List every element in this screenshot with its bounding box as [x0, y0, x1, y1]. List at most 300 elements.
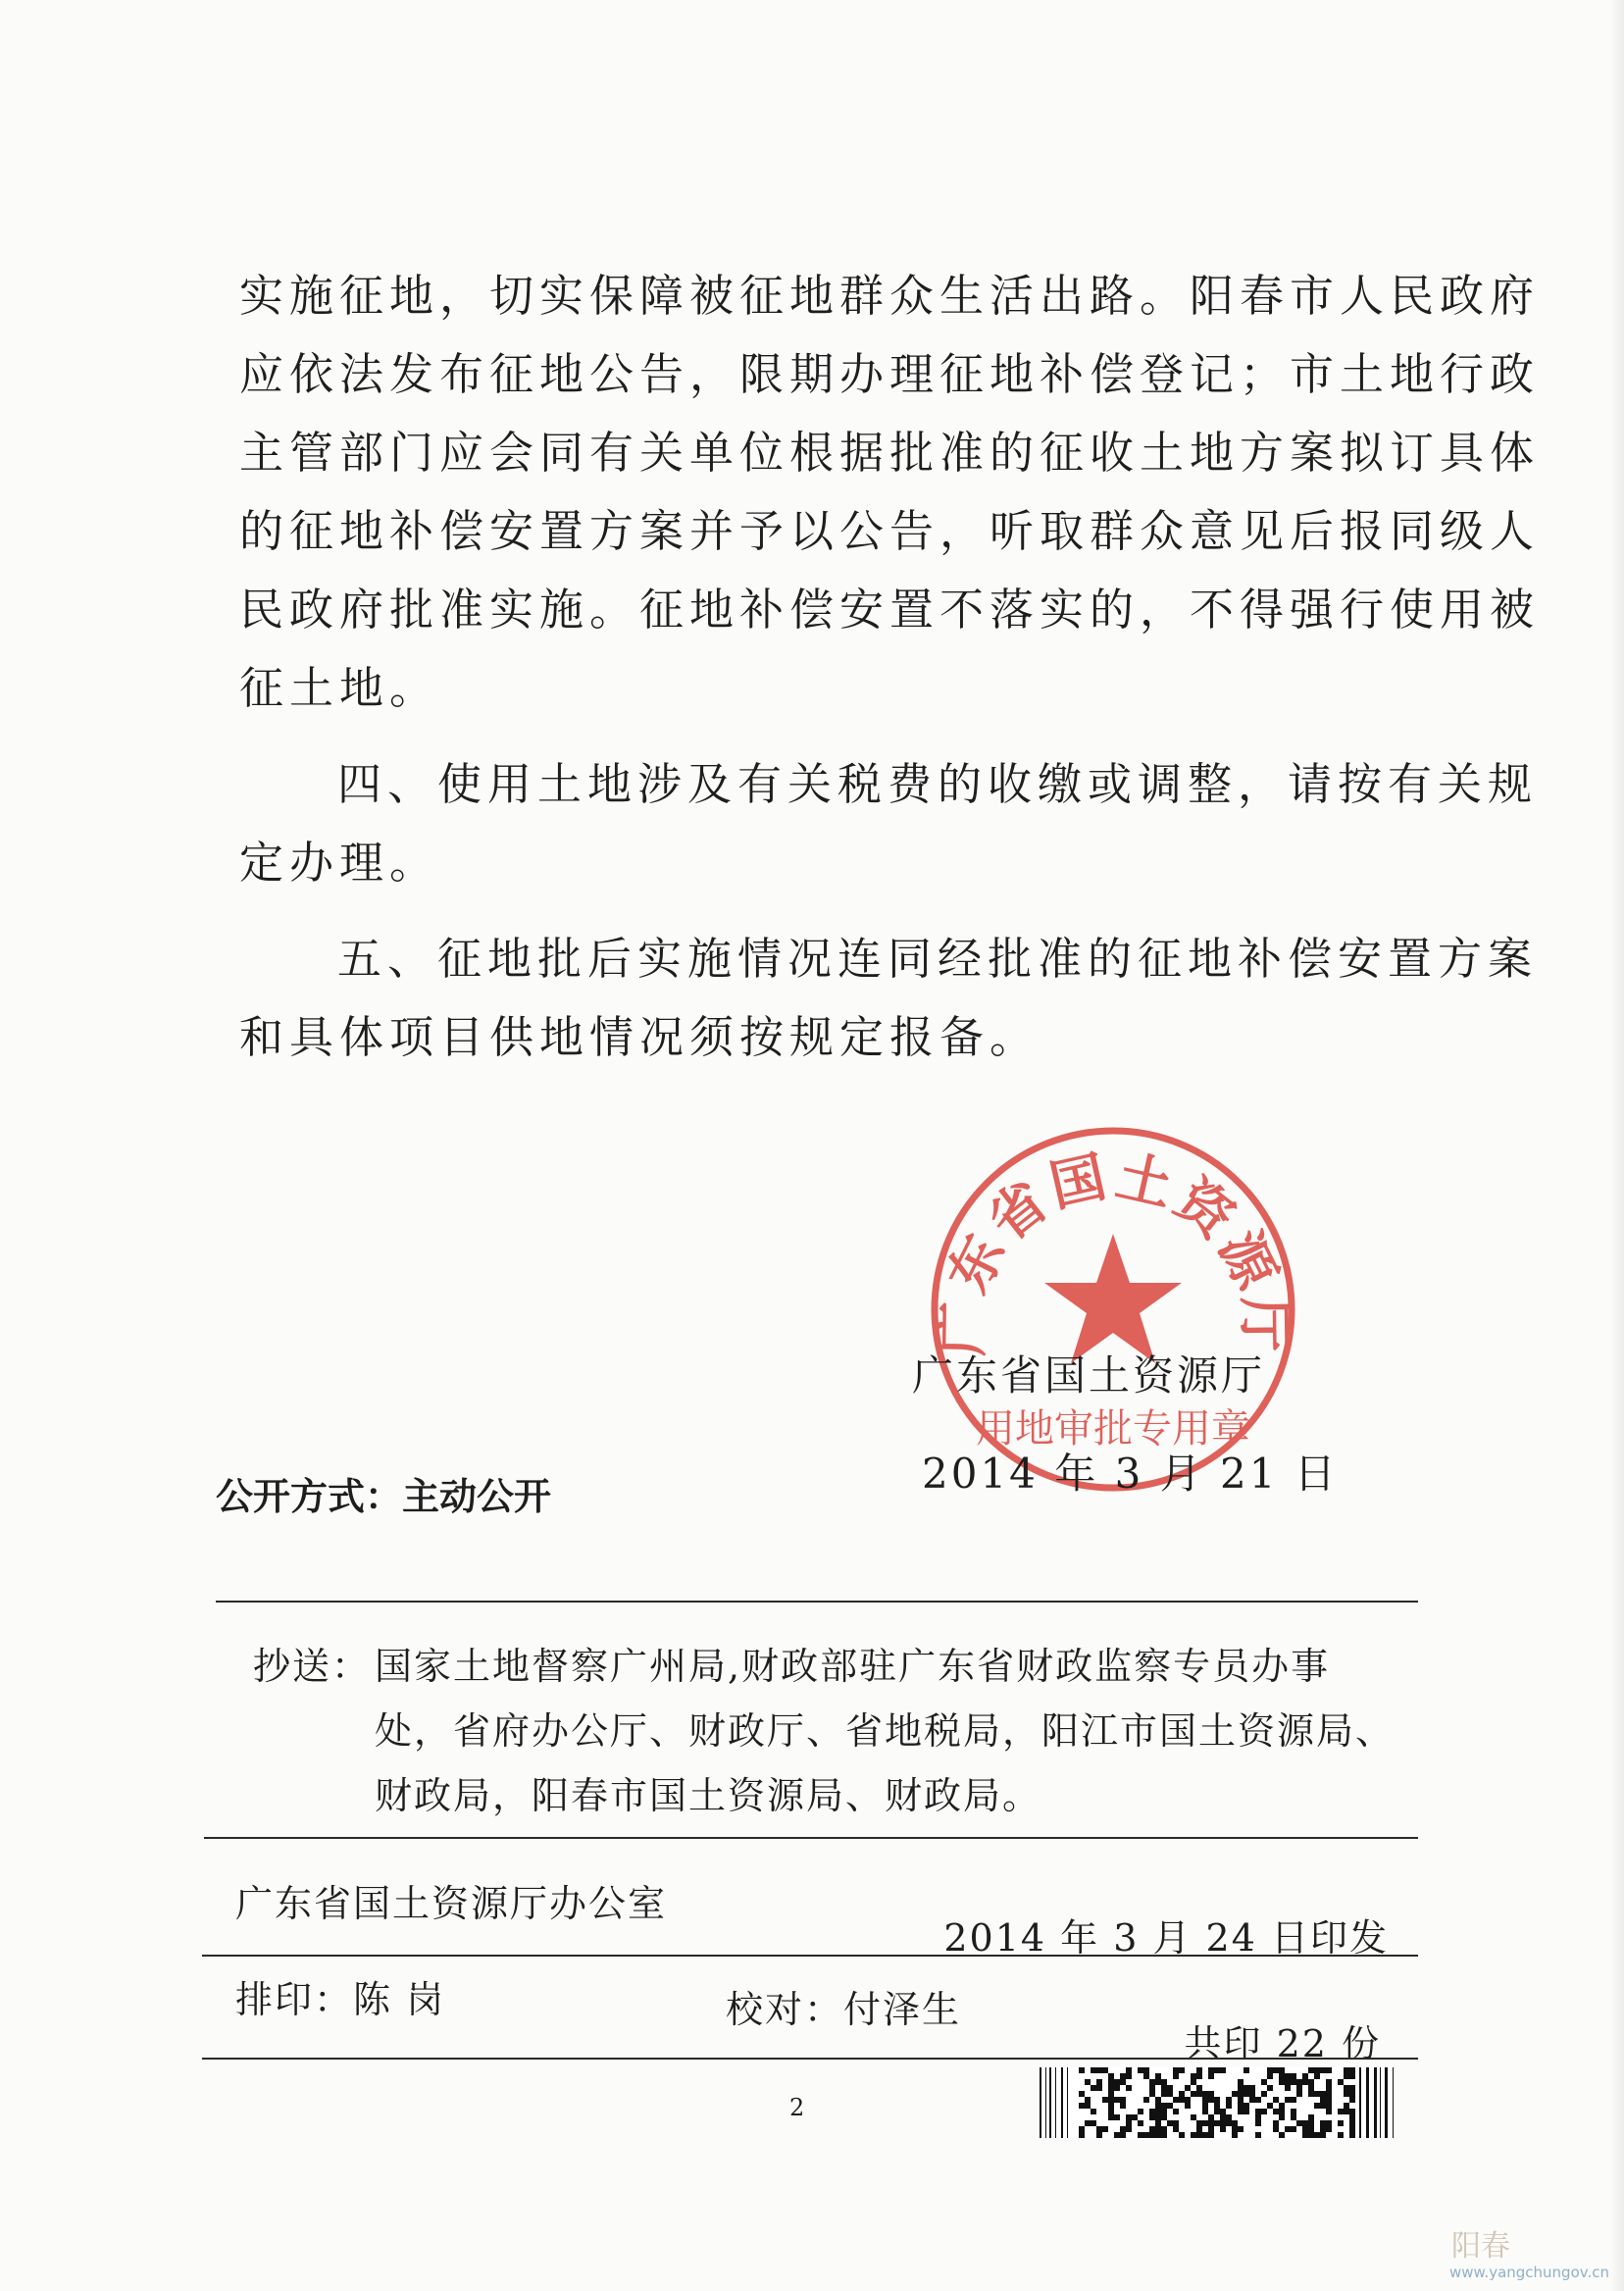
paragraph-gap — [239, 728, 1455, 745]
barcode-cell — [1255, 2120, 1261, 2126]
barcode-cell — [1179, 2091, 1185, 2097]
seal-inner-text: 用地审批专用章 — [976, 1406, 1250, 1451]
barcode-cell — [1314, 2091, 1320, 2097]
cc-line: 财政局，阳春市国土资源局、财政局。 — [375, 1774, 1042, 1817]
seal-ring-text: 广东省国土资源厅 — [929, 1143, 1297, 1357]
divider-top — [216, 1601, 1418, 1603]
barcode-cell — [1308, 2126, 1314, 2132]
barcode-cell — [1191, 2073, 1196, 2079]
barcode-cell — [1296, 2085, 1302, 2091]
barcode-cell — [1308, 2132, 1314, 2138]
barcode-cell — [1214, 2109, 1220, 2114]
barcode-cell — [1108, 2073, 1114, 2079]
barcode-cell — [1273, 2109, 1279, 2114]
barcode-cell — [1238, 2091, 1243, 2097]
barcode-cell — [1179, 2132, 1185, 2138]
barcode-cell — [1273, 2120, 1279, 2126]
barcode-cell — [1296, 2120, 1302, 2126]
barcode-cell — [1261, 2091, 1267, 2097]
barcode-cell — [1226, 2103, 1232, 2109]
barcode-cell — [1114, 2114, 1120, 2120]
barcode-cell — [1326, 2120, 1332, 2126]
barcode-cell — [1226, 2120, 1232, 2126]
barcode-cell — [1114, 2097, 1120, 2103]
barcode-cell — [1273, 2067, 1279, 2073]
cc-label: 抄送： — [253, 1645, 372, 1688]
barcode-cell — [1267, 2103, 1273, 2109]
barcode-cell — [1261, 2109, 1267, 2114]
barcode-cell — [1220, 2120, 1226, 2126]
divider-middle — [204, 1837, 1418, 1839]
barcode-cell — [1320, 2097, 1326, 2103]
barcode-cell — [1296, 2079, 1302, 2085]
barcode-cell — [1132, 2114, 1138, 2120]
barcode-cell — [1320, 2132, 1326, 2138]
barcode-cell — [1255, 2097, 1261, 2103]
signature-org: 广东省国土资源厅 — [912, 1351, 1266, 1400]
barcode-cell — [1155, 2109, 1161, 2114]
barcode-cell — [1326, 2091, 1332, 2097]
barcode-cell — [1155, 2126, 1161, 2132]
barcode-cell — [1208, 2067, 1214, 2073]
barcode-cell — [1326, 2079, 1332, 2085]
barcode-cell — [1202, 2120, 1208, 2126]
barcode-cell — [1314, 2073, 1320, 2079]
barcode-cell — [1267, 2067, 1273, 2073]
barcode-cell — [1220, 2067, 1226, 2073]
barcode-cell — [1167, 2120, 1173, 2126]
barcode-cell — [1185, 2097, 1191, 2103]
barcode-cell — [1308, 2091, 1314, 2097]
barcode-cell — [1273, 2126, 1279, 2132]
typeset-by: 排印：陈 岗 — [235, 1978, 446, 2021]
barcode-cell — [1126, 2085, 1132, 2091]
barcode-cell — [1308, 2067, 1314, 2073]
barcode-cell — [1191, 2114, 1196, 2120]
barcode-cell — [1167, 2103, 1173, 2109]
barcode-bar — [1049, 2067, 1051, 2138]
barcode-cell — [1344, 2073, 1349, 2079]
barcode-cell — [1138, 2132, 1143, 2138]
barcode-cell — [1291, 2073, 1296, 2079]
cc-recipients — [375, 1634, 1430, 1828]
barcode-cell — [1149, 2091, 1155, 2097]
barcode-cell — [1255, 2132, 1261, 2138]
barcode-cell — [1196, 2085, 1202, 2091]
barcode-cell — [1079, 2103, 1085, 2109]
barcode-cell — [1308, 2085, 1314, 2091]
barcode-cell — [1208, 2120, 1214, 2126]
barcode-cell — [1261, 2079, 1267, 2085]
barcode-cell — [1161, 2132, 1167, 2138]
barcode-cell — [1085, 2079, 1091, 2085]
barcode-cell — [1344, 2109, 1349, 2114]
barcode-cell — [1167, 2091, 1173, 2097]
signature-block — [912, 1327, 1339, 1523]
barcode-cell — [1091, 2109, 1096, 2114]
barcode-bar — [1040, 2067, 1041, 2138]
barcode-cell — [1291, 2079, 1296, 2085]
barcode-cell — [1285, 2079, 1291, 2085]
barcode-cell — [1161, 2114, 1167, 2120]
barcode-cell — [1308, 2120, 1314, 2126]
barcode-cell — [1302, 2073, 1308, 2079]
barcode-cell — [1314, 2132, 1320, 2138]
svg-text:www.yangchungov.cn: www.yangchungov.cn — [1449, 2264, 1609, 2281]
barcode-cell — [1349, 2120, 1355, 2126]
barcode-cell — [1173, 2126, 1179, 2132]
barcode-cell — [1079, 2126, 1085, 2132]
barcode-cell — [1291, 2126, 1296, 2132]
barcode-cell — [1349, 2097, 1355, 2103]
barcode-cell — [1120, 2079, 1126, 2085]
barcode-cell — [1232, 2132, 1238, 2138]
barcode-cell — [1143, 2073, 1149, 2079]
barcode-cell — [1196, 2091, 1202, 2097]
barcode-cell — [1296, 2091, 1302, 2097]
barcode-cell — [1149, 2109, 1155, 2114]
barcode-cell — [1285, 2085, 1291, 2091]
barcode-cell — [1279, 2073, 1285, 2079]
barcode-cell — [1349, 2067, 1355, 2073]
page-number: 2 — [789, 2094, 805, 2121]
barcode-cell — [1243, 2103, 1249, 2109]
barcode-cell — [1149, 2114, 1155, 2120]
barcode-cell — [1191, 2079, 1196, 2085]
barcode-cell — [1214, 2097, 1220, 2103]
barcode-cell — [1214, 2103, 1220, 2109]
barcode-cell — [1208, 2073, 1214, 2079]
barcode-cell — [1255, 2114, 1261, 2120]
barcode-cell — [1096, 2067, 1102, 2073]
paragraph-line: 主管部门应会同有关单位根据批准的征收土地方案拟订具体 — [239, 427, 1541, 479]
barcode-cell — [1344, 2103, 1349, 2109]
barcode-cell — [1161, 2109, 1167, 2114]
barcode-cell — [1232, 2126, 1238, 2132]
barcode-cell — [1349, 2091, 1355, 2097]
barcode-cell — [1161, 2126, 1167, 2132]
barcode-cell — [1273, 2097, 1279, 2103]
barcode-cell — [1161, 2079, 1167, 2085]
barcode-cell — [1302, 2126, 1308, 2132]
barcode-cell — [1173, 2097, 1179, 2103]
barcode-cell — [1108, 2114, 1114, 2120]
barcode-cell — [1196, 2126, 1202, 2132]
barcode-cell — [1326, 2103, 1332, 2109]
document-barcode — [1040, 2067, 1395, 2138]
barcode-cell — [1155, 2097, 1161, 2103]
barcode-cell — [1320, 2067, 1326, 2073]
barcode-cell — [1249, 2091, 1255, 2097]
barcode-cell — [1302, 2120, 1308, 2126]
barcode-cell — [1267, 2073, 1273, 2079]
barcode-cell — [1208, 2114, 1214, 2120]
barcode-cell — [1120, 2126, 1126, 2132]
barcode-bar — [1067, 2067, 1068, 2138]
barcode-cell — [1108, 2103, 1114, 2109]
site-watermark-logo — [1442, 2226, 1614, 2285]
barcode-cell — [1126, 2073, 1132, 2079]
barcode-cell — [1096, 2079, 1102, 2085]
barcode-cell — [1085, 2120, 1091, 2126]
paragraph — [239, 257, 1541, 728]
barcode-cell — [1173, 2067, 1179, 2073]
barcode-cell — [1161, 2085, 1167, 2091]
barcode-cell — [1096, 2132, 1102, 2138]
barcode-cell — [1173, 2120, 1179, 2126]
signature-date: 2014 年 3 月 21 日 — [922, 1450, 1339, 1498]
paragraph-line: 定办理。 — [239, 837, 440, 889]
barcode-bar — [1061, 2067, 1063, 2138]
barcode-cell — [1149, 2085, 1155, 2091]
barcode-cell — [1291, 2097, 1296, 2103]
barcode-cell — [1196, 2132, 1202, 2138]
barcode-cell — [1114, 2079, 1120, 2085]
barcode-cell — [1220, 2109, 1226, 2114]
barcode-cell — [1149, 2126, 1155, 2132]
barcode-cell — [1108, 2085, 1114, 2091]
barcode-cell — [1202, 2109, 1208, 2114]
barcode-cell — [1102, 2126, 1108, 2132]
barcode-cell — [1102, 2067, 1108, 2073]
cc-block — [253, 1634, 1430, 1828]
barcode-bar — [1380, 2067, 1381, 2138]
barcode-cell — [1120, 2097, 1126, 2103]
paragraph-line: 和具体项目供地情况须按规定报备。 — [239, 1011, 1040, 1063]
barcode-cell — [1126, 2120, 1132, 2126]
barcode-cell — [1243, 2109, 1249, 2114]
barcode-cell — [1338, 2132, 1344, 2138]
barcode-cell — [1143, 2097, 1149, 2103]
paragraph-line: 实施征地，切实保障被征地群众生活出路。阳春市人民政府 — [239, 270, 1541, 322]
barcode-cell — [1096, 2085, 1102, 2091]
barcode-cell — [1091, 2085, 1096, 2091]
barcode-cell — [1349, 2073, 1355, 2079]
barcode-cell — [1279, 2067, 1285, 2073]
barcode-cell — [1279, 2079, 1285, 2085]
barcode-cell — [1320, 2120, 1326, 2126]
barcode-cell — [1208, 2126, 1214, 2132]
barcode-cell — [1344, 2085, 1349, 2091]
barcode-cell — [1220, 2126, 1226, 2132]
barcode-bar — [1393, 2067, 1394, 2138]
barcode-cell — [1326, 2109, 1332, 2114]
paragraph-gap — [239, 902, 1455, 920]
barcode-cell — [1108, 2091, 1114, 2097]
barcode-cell — [1208, 2132, 1214, 2138]
barcode-cell — [1232, 2091, 1238, 2097]
barcode-cell — [1202, 2132, 1208, 2138]
barcode-cell — [1208, 2091, 1214, 2097]
barcode-cell — [1349, 2126, 1355, 2132]
barcode-cell — [1079, 2067, 1085, 2073]
page-edge-shadow — [1610, 0, 1624, 2291]
barcode-cell — [1344, 2067, 1349, 2073]
barcode-cell — [1208, 2097, 1214, 2103]
barcode-cell — [1308, 2114, 1314, 2120]
barcode-cell — [1120, 2103, 1126, 2109]
barcode-cell — [1096, 2126, 1102, 2132]
barcode-cell — [1320, 2103, 1326, 2109]
barcode-cell — [1196, 2073, 1202, 2079]
barcode-cell — [1079, 2091, 1085, 2097]
barcode-bar — [1374, 2067, 1377, 2138]
barcode-cell — [1149, 2132, 1155, 2138]
barcode-cell — [1155, 2114, 1161, 2120]
barcode-cell — [1114, 2132, 1120, 2138]
proofread-by: 校对：付泽生 — [726, 1988, 962, 2031]
barcode-cell — [1320, 2126, 1326, 2132]
barcode-cell — [1108, 2079, 1114, 2085]
barcode-cell — [1326, 2085, 1332, 2091]
barcode-cell — [1202, 2097, 1208, 2103]
barcode-cell — [1238, 2103, 1243, 2109]
barcode-cell — [1349, 2109, 1355, 2114]
barcode-cell — [1155, 2120, 1161, 2126]
barcode-cell — [1202, 2091, 1208, 2097]
barcode-cell — [1155, 2103, 1161, 2109]
barcode-cell — [1314, 2067, 1320, 2073]
cc-line: 国家土地督察广州局,财政部驻广东省财政监察专员办事 — [375, 1645, 1331, 1688]
barcode-cell — [1079, 2132, 1085, 2138]
barcode-cell — [1338, 2079, 1344, 2085]
barcode-cell — [1279, 2103, 1285, 2109]
cc-line: 处，省府办公厅、财政厅、省地税局，阳江市国土资源局、 — [375, 1709, 1396, 1753]
barcode-cell — [1161, 2103, 1167, 2109]
barcode-cell — [1349, 2132, 1355, 2138]
barcode-cell — [1279, 2114, 1285, 2120]
paragraph-line: 应依法发布征地公告，限期办理征地补偿登记；市土地行政 — [239, 348, 1541, 400]
body-text — [239, 257, 1541, 1077]
barcode-cell — [1349, 2114, 1355, 2120]
divider-lower — [202, 1955, 1418, 1957]
disclosure-method: 公开方式：主动公开 — [216, 1475, 552, 1518]
barcode-cell — [1126, 2126, 1132, 2132]
barcode-cell — [1214, 2067, 1220, 2073]
paragraph-line: 五、征地批后实施情况连同经批准的征地补偿安置方案 — [337, 933, 1539, 985]
paragraph — [239, 745, 1539, 902]
barcode-cell — [1326, 2097, 1332, 2103]
barcode-cell — [1279, 2132, 1285, 2138]
barcode-cell — [1255, 2109, 1261, 2114]
barcode-bar — [1045, 2067, 1046, 2138]
barcode-cell — [1320, 2091, 1326, 2097]
paragraph-line: 的征地补偿安置方案并予以公告，听取群众意见后报同级人 — [239, 505, 1541, 557]
barcode-cell — [1179, 2067, 1185, 2073]
barcode-cell — [1344, 2091, 1349, 2097]
barcode-cell — [1338, 2109, 1344, 2114]
barcode-cell — [1238, 2097, 1243, 2103]
issue-date: 2014 年 3 月 24 日印发 — [943, 1916, 1389, 1960]
barcode-cell — [1220, 2114, 1226, 2120]
barcode-cell — [1338, 2120, 1344, 2126]
barcode-cell — [1202, 2103, 1208, 2109]
barcode-cell — [1185, 2103, 1191, 2109]
barcode-cell — [1249, 2085, 1255, 2091]
barcode-cell — [1191, 2132, 1196, 2138]
barcode-cell — [1238, 2126, 1243, 2132]
barcode-cell — [1138, 2067, 1143, 2073]
barcode-cell — [1226, 2097, 1232, 2103]
barcode-cell — [1173, 2073, 1179, 2079]
barcode-cell — [1085, 2097, 1091, 2103]
copies-count: 共印 22 份 — [1184, 2022, 1381, 2065]
paragraph-line: 四、使用土地涉及有关税费的收缴或调整，请按有关规 — [337, 758, 1539, 810]
barcode-cell — [1179, 2097, 1185, 2103]
barcode-cell — [1291, 2109, 1296, 2114]
barcode-cell — [1143, 2067, 1149, 2073]
barcode-cell — [1308, 2079, 1314, 2085]
barcode-cell — [1279, 2109, 1285, 2114]
barcode-cell — [1085, 2103, 1091, 2109]
barcode-cell — [1285, 2073, 1291, 2079]
barcode-cell — [1114, 2085, 1120, 2091]
barcode-cell — [1173, 2109, 1179, 2114]
barcode-bar — [1359, 2067, 1361, 2138]
barcode-cell — [1226, 2114, 1232, 2120]
barcode-cell — [1302, 2132, 1308, 2138]
barcode-cell — [1191, 2091, 1196, 2097]
barcode-cell — [1167, 2085, 1173, 2091]
divider-bottom — [202, 2058, 1418, 2060]
barcode-cell — [1143, 2132, 1149, 2138]
paragraph-line: 征土地。 — [239, 662, 440, 714]
barcode-cell — [1285, 2126, 1291, 2132]
barcode-cell — [1120, 2132, 1126, 2138]
paragraph-line: 民政府批准实施。征地补偿安置不落实的，不得强行使用被 — [239, 584, 1541, 636]
barcode-cell — [1155, 2079, 1161, 2085]
barcode-cell — [1291, 2114, 1296, 2120]
barcode-cell — [1214, 2120, 1220, 2126]
barcode-cell — [1149, 2079, 1155, 2085]
barcode-bar — [1366, 2067, 1369, 2138]
barcode-cell — [1196, 2120, 1202, 2126]
barcode-cell — [1243, 2067, 1249, 2073]
barcode-bar — [1385, 2067, 1388, 2138]
barcode-cell — [1196, 2067, 1202, 2073]
barcode-cell — [1091, 2067, 1096, 2073]
issuing-office: 广东省国土资源厅办公室 — [235, 1882, 668, 1925]
barcode-cell — [1138, 2109, 1143, 2114]
svg-text:阳春: 阳春 — [1451, 2229, 1510, 2264]
barcode-cell — [1238, 2109, 1243, 2114]
barcode-cell — [1238, 2085, 1243, 2091]
barcode-cell — [1155, 2073, 1161, 2079]
barcode-cell — [1243, 2085, 1249, 2091]
barcode-cell — [1349, 2085, 1355, 2091]
barcode-cell — [1232, 2120, 1238, 2126]
barcode-cell — [1243, 2091, 1249, 2097]
barcode-cell — [1285, 2097, 1291, 2103]
barcode-cell — [1326, 2067, 1332, 2073]
barcode-cell — [1126, 2114, 1132, 2120]
barcode-cell — [1185, 2085, 1191, 2091]
barcode-cell — [1238, 2079, 1243, 2085]
barcode-cell — [1091, 2120, 1096, 2126]
barcode-cell — [1249, 2097, 1255, 2103]
barcode-cell — [1126, 2067, 1132, 2073]
barcode-cell — [1326, 2126, 1332, 2132]
barcode-bar — [1055, 2067, 1056, 2138]
barcode-cell — [1138, 2120, 1143, 2126]
barcode-cell — [1161, 2091, 1167, 2097]
barcode-cell — [1102, 2097, 1108, 2103]
barcode-cell — [1120, 2073, 1126, 2079]
barcode-cell — [1302, 2079, 1308, 2085]
barcode-cell — [1314, 2103, 1320, 2109]
barcode-cell — [1267, 2085, 1273, 2091]
barcode-cell — [1108, 2109, 1114, 2114]
